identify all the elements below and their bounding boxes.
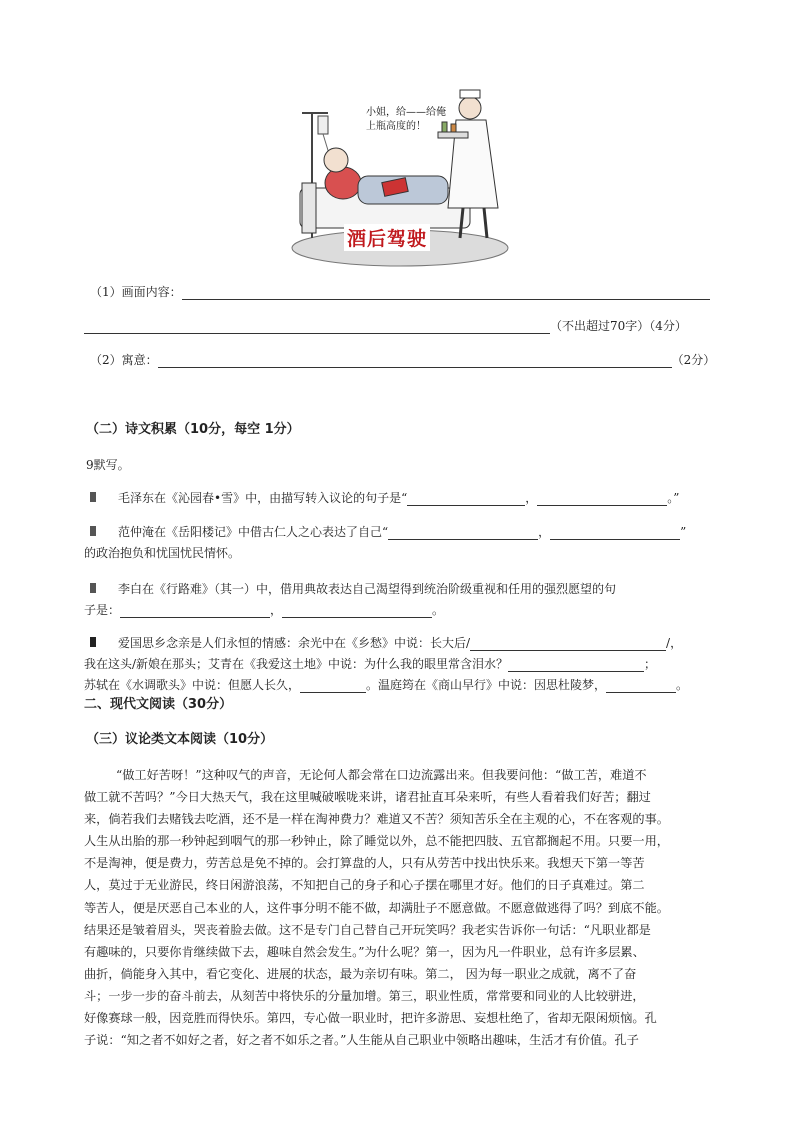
q1-answer-line-2[interactable]: [84, 320, 550, 334]
recite-item-d-blank-2[interactable]: [508, 658, 644, 672]
q1-answer-line[interactable]: [182, 286, 710, 300]
passage-line: 曲折，倘能身入其中，看它变化、进展的状态，最为亲切有味。第二， 因为每一职业之成就，离不了奋: [84, 966, 637, 981]
passage-line: 结果还是皱着眉头，哭丧着脸去做。这不是专门自己替自己开玩笑吗？我老实告诉你一句话：“凡职业都是: [84, 922, 651, 937]
section2-title: （二）诗文积累（10分，每空 1分）: [86, 422, 300, 437]
recite-item-d-end-3: 。: [676, 678, 689, 692]
passage-line: 好像赛球一般，因竞胜而得快乐。第四，专心做一职业时，把许多游思、妄想杜绝了，省却无限闲烦恼。孔: [84, 1011, 657, 1026]
recite-item-b: [118, 524, 686, 540]
q2-label: （2）寓意：: [90, 353, 158, 367]
q9-label: 9默写。: [86, 458, 130, 472]
passage-line: 有趣味的，只要你肯继续做下去，趣味自然会发生。”为什么呢？第一，因为凡一件职业，总有许多层累、: [84, 944, 645, 959]
recite-item-a-end: 。”: [667, 491, 680, 505]
recite-item-c-prompt: 子是：: [84, 603, 121, 617]
section3-title: （三）议论类文本阅读（10分）: [86, 732, 274, 747]
recite-item-c-sep: ，: [270, 603, 283, 617]
passage-line: 不是淘神，便是费力，劳苦总是免不掉的。会打算盘的人，只有从劳苦中找出快乐来。我想天下第一等苦: [84, 856, 645, 871]
bullet-marker: [90, 526, 96, 536]
recite-item-d-line2: [84, 656, 656, 672]
recite-item-a-prompt: 毛泽东在《沁园春•雪》中，由描写转入议论的句子是“: [118, 491, 408, 505]
passage: [84, 764, 714, 1051]
recite-item-b-sep: ，: [538, 525, 551, 539]
recite-item-c-blank-2[interactable]: [282, 604, 432, 618]
q2-row: [90, 352, 715, 368]
recite-item-b-blank-2[interactable]: [550, 526, 680, 540]
recite-item-b-end: ”: [680, 525, 687, 539]
passage-line: 来，倘若我们去赌钱去吃酒，还不是一样在淘神费力？难道又不苦？须知苦乐全在主观的心，不在客观的事。: [84, 812, 669, 827]
recite-item-b-prompt: 范仲淹在《岳阳楼记》中借古仁人之心表达了自己“: [118, 525, 389, 539]
passage-line: 等苦人，便是厌恶自己本业的人，这件事分明不能不做，却满肚子不愿意做。不愿意做逃得了吗？到底不能。: [84, 900, 669, 915]
q1-label: （1）画面内容：: [90, 285, 182, 299]
recite-item-d-blank-4[interactable]: [606, 679, 676, 693]
speech-line-2: 上瓶高度的！: [366, 121, 426, 132]
passage-line: 人生从出胎的那一秒钟起到咽气的那一秒钟止，除了睡觉以外，总不能把四肢、五官都搁起不用。只要一用，: [84, 834, 669, 849]
recite-item-a-blank-1[interactable]: [407, 492, 525, 506]
recite-item-d-blank-1[interactable]: [470, 637, 666, 651]
recite-item-d-blank-3[interactable]: [300, 679, 366, 693]
passage-line: “做工好苦呀！”这种叹气的声音，无论何人都会常在口边流露出来。但我要问他：“做工苦，难道不: [116, 768, 647, 782]
passage-line: 做工就不苦吗？”今日大热天气，我在这里喊破喉咙来讲，诸君扯直耳朵来听，有些人看着我们好苦；翻过: [84, 790, 651, 805]
q1-row-2: [84, 318, 687, 334]
recite-item-d-line1: [118, 635, 682, 651]
recite-item-b-line2: 的政治抱负和忧国忧民情怀。: [84, 546, 241, 560]
recite-item-d-text-3b: 。温庭筠在《商山早行》中说：因思杜陵梦，: [366, 678, 607, 692]
recite-item-c-end: 。: [432, 603, 445, 617]
q1-row: [90, 284, 710, 300]
speech-bubble: [366, 106, 446, 134]
recite-item-d-text-2: 我在这头/新娘在那头；艾青在《我爱这土地》中说：为什么我的眼里常含泪水？: [84, 657, 509, 671]
recite-item-c-blank-1[interactable]: [120, 604, 270, 618]
q1-note: （不出超过70字）（4分）: [550, 319, 687, 333]
cartoon-illustration: [288, 88, 512, 268]
part2-title: 二、现代文阅读（30分）: [84, 697, 233, 712]
q2-answer-line[interactable]: [158, 354, 672, 368]
recite-item-d-text-1: 爱国思乡念亲是人们永恒的情感：余光中在《乡愁》中说：长大后/: [118, 636, 471, 650]
passage-line: 子说：“知之者不如好之者，好之者不如乐之者。”人生能从自己职业中领略出趣味，生活才有价值。孔子: [84, 1033, 639, 1048]
recite-item-d-text-3a: 苏轼在《水调歌头》中说：但愿人长久，: [84, 678, 301, 692]
recite-item-a-sep: ，: [525, 491, 538, 505]
recite-item-d-end-2: ；: [644, 657, 657, 671]
bullet-marker: [90, 583, 96, 593]
recite-item-d-line3: [84, 677, 688, 693]
recite-item-c-line2: [84, 602, 444, 618]
passage-line: 斗；一步一步的奋斗前去，从刻苦中将快乐的分量加增。第三，职业性质，常常要和同业的人比较骈进，: [84, 988, 645, 1003]
recite-item-a: [118, 490, 679, 506]
cartoon-caption: 酒后驾驶: [344, 224, 430, 251]
recite-item-b-blank-1[interactable]: [388, 526, 538, 540]
bullet-marker: [90, 492, 96, 502]
recite-item-c-line1: 李白在《行路难》（其一）中，借用典故表达自己渴望得到统治阶级重视和任用的强烈愿望的句: [118, 582, 617, 596]
recite-item-d-end-1: /，: [666, 636, 683, 650]
q2-note: （2分）: [671, 353, 716, 367]
speech-line-1: 小姐，给——给俺: [366, 107, 446, 118]
passage-line: 人，莫过于无业游民，终日闲游浪荡，不知把自己的身子和心子摆在哪里才好。他们的日子真难过。第二: [84, 878, 645, 893]
bullet-marker: [90, 637, 96, 647]
recite-item-a-blank-2[interactable]: [537, 492, 667, 506]
